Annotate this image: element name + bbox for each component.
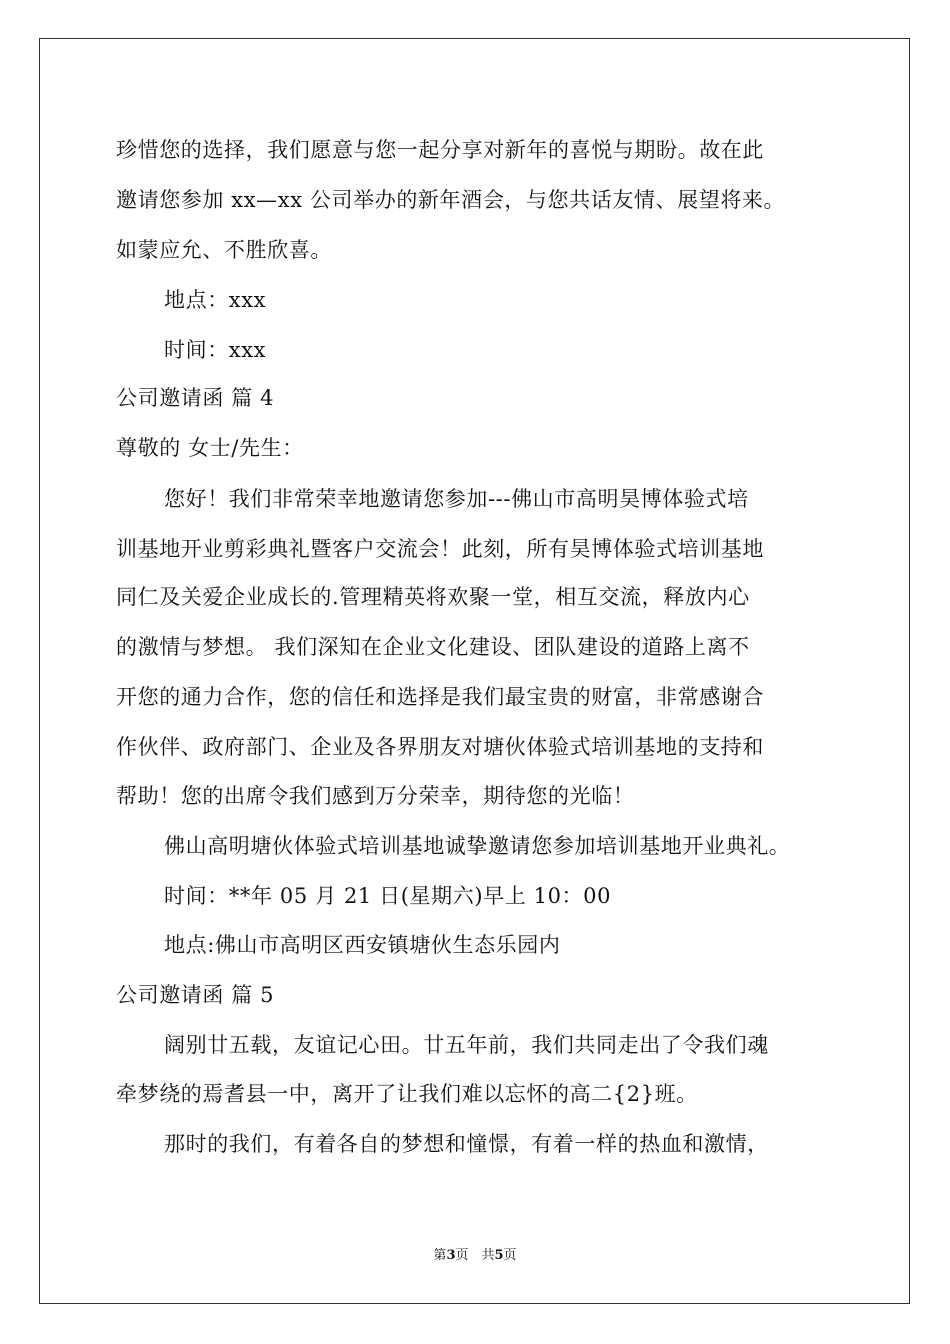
body-line-15: 佛山高明塘伙体验式培训基地诚挚邀请您参加培训基地开业典礼。: [164, 834, 791, 858]
body-line-3: 如蒙应允、不胜欣喜。: [116, 238, 332, 262]
event-location-line: 地点:佛山市高明区西安镇塘伙生态乐园内: [164, 933, 561, 957]
body-line-11: 的激情与梦想。 我们深知在企业文化建设、团队建设的道路上离不: [116, 635, 750, 659]
section-heading-4: 公司邀请函 篇 4: [116, 386, 275, 410]
footer-suffix: 页: [503, 1248, 517, 1263]
body-line-1: 珍惜您的选择，我们愿意与您一起分享对新年的喜悦与期盼。故在此: [116, 138, 764, 162]
body-line-14: 帮助！您的出席令我们感到万分荣幸，期待您的光临！: [116, 784, 635, 808]
body-line-19: 阔别廿五载，友谊记心田。廿五年前，我们共同走出了令我们魂: [164, 1033, 769, 1057]
body-line-9: 训基地开业剪彩典礼暨客户交流会！此刻，所有昊博体验式培训基地: [116, 537, 764, 561]
footer-current-page: 3: [446, 1248, 456, 1263]
footer-prefix: 第: [433, 1248, 447, 1263]
page-border: [39, 38, 910, 1304]
section-heading-5: 公司邀请函 篇 5: [116, 983, 275, 1007]
body-line-12: 开您的通力合作，您的信任和选择是我们最宝贵的财富，非常感谢合: [116, 685, 764, 709]
body-line-21: 那时的我们，有着各自的梦想和憧憬，有着一样的热血和激情，: [164, 1132, 769, 1156]
body-line-20: 牵梦绕的焉耆县一中，离开了让我们难以忘怀的高二{2}班。: [116, 1082, 698, 1106]
salutation: 尊敬的 女士/先生：: [116, 436, 304, 460]
location-line: 地点：xxx: [164, 288, 267, 312]
footer-mid: 页 共: [455, 1248, 495, 1263]
body-line-2: 邀请您参加 xx—xx 公司举办的新年酒会，与您共话友情、展望将来。: [116, 188, 786, 212]
body-line-10: 同仁及关爱企业成长的.管理精英将欢聚一堂，相互交流，释放内心: [116, 585, 750, 609]
page-footer: [0, 1248, 950, 1264]
footer-total-pages: 5: [494, 1248, 504, 1263]
body-line-8: 您好！我们非常荣幸地邀请您参加---佛山市高明昊博体验式培: [164, 487, 749, 511]
event-time-line: 时间：**年 05 月 21 日(星期六)早上 10：00: [164, 884, 612, 908]
time-line: 时间：xxx: [164, 338, 267, 362]
body-line-13: 作伙伴、政府部门、企业及各界朋友对塘伙体验式培训基地的支持和: [116, 735, 764, 759]
